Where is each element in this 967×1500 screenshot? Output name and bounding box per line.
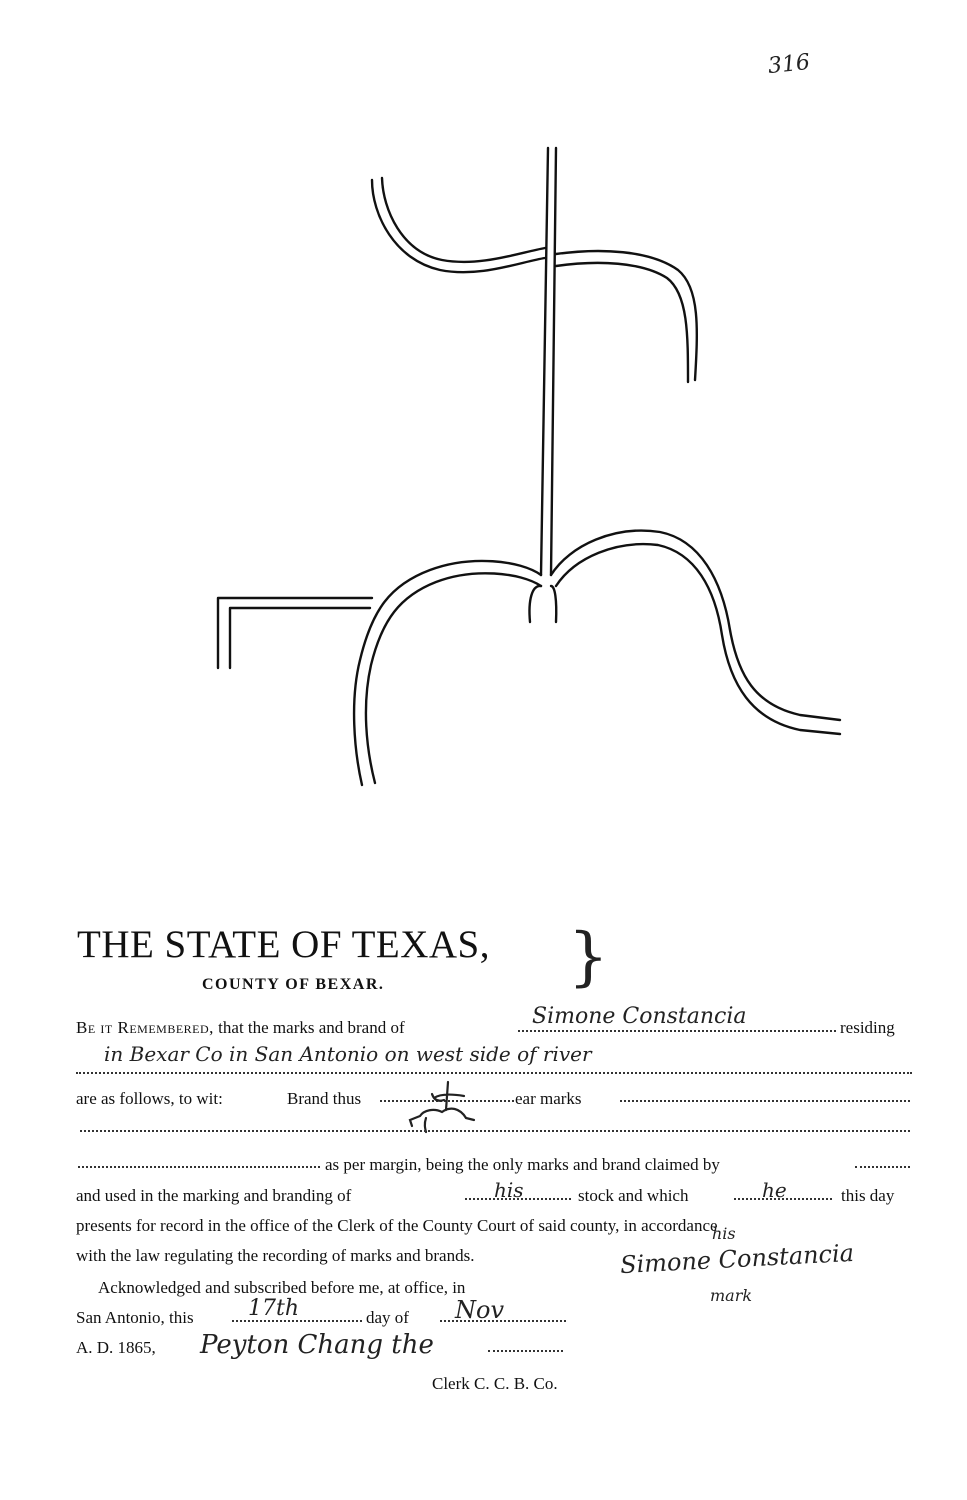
as-follows-text: are as follows, to wit:: [76, 1089, 223, 1108]
day-of-text: day of: [366, 1308, 409, 1327]
brand-thus-label: Brand thus: [287, 1089, 362, 1108]
year-text: A. D. 1865,: [76, 1338, 156, 1357]
day-value: 17th: [248, 1296, 300, 1321]
brace-glyph: }: [568, 920, 609, 994]
clerk-signature: Peyton Chang the: [200, 1330, 434, 1360]
record-text: presents for record in the office of the Clerk of the County Court of said county, in accordance: [76, 1216, 718, 1235]
owner-name: Simone Constancia: [532, 1004, 747, 1029]
claimed-dots: [855, 1166, 910, 1168]
ack-text: Acknowledged and subscribed before me, at office, in: [98, 1278, 466, 1297]
month-value: Nov: [455, 1296, 505, 1324]
residence-dots: [76, 1072, 912, 1074]
ear-marks-label: ear marks: [515, 1089, 582, 1108]
mark-his: his: [712, 1224, 736, 1243]
mark-name: Simone Constancia: [619, 1238, 855, 1280]
marks-brand-text: that the marks and brand of: [218, 1018, 405, 1037]
county-heading: COUNTY OF BEXAR.: [202, 976, 385, 993]
form-line-1: [76, 1018, 912, 1038]
remembered-label: Be it Remembered,: [76, 1018, 214, 1037]
san-antonio-text: San Antonio, this: [76, 1308, 194, 1327]
pronoun-2: he: [762, 1178, 787, 1202]
marking-branding-text: and used in the marking and branding of: [76, 1186, 352, 1205]
clerk-title: Clerk C. C. B. Co.: [432, 1374, 558, 1393]
pronoun-1: his: [494, 1178, 524, 1202]
mark-word: mark: [710, 1286, 753, 1305]
blank-line-dots: [80, 1130, 910, 1132]
state-heading: THE STATE OF TEXAS,: [77, 923, 491, 966]
residing-label: residing: [840, 1018, 895, 1037]
brand-illustration: [195, 135, 865, 815]
owner-dots: [518, 1030, 836, 1032]
ear-marks-dots: [620, 1100, 910, 1102]
this-day-text: this day: [841, 1186, 895, 1205]
law-text: with the law regulating the recording of marks and brands.: [76, 1246, 475, 1265]
stock-which-text: stock and which: [578, 1186, 689, 1205]
clerk-dots: [488, 1350, 563, 1352]
residence-text: in Bexar Co in San Antonio on west side of river: [104, 1042, 592, 1066]
page-number: 316: [766, 49, 812, 80]
small-brand-sketch: [400, 1080, 500, 1136]
brand-outline: [218, 148, 840, 785]
per-margin-text: as per margin, being the only marks and brand claimed by: [325, 1155, 720, 1174]
margin-dots: [78, 1166, 320, 1168]
owner-mark-signature: [619, 1224, 920, 1320]
